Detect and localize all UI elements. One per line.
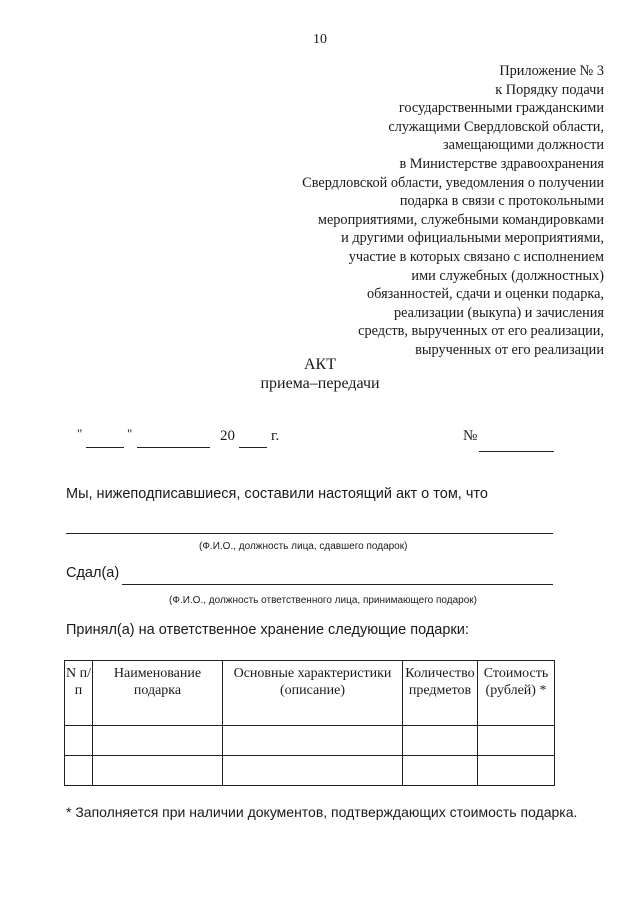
cell-characteristics[interactable]	[223, 756, 403, 786]
table-header-row	[65, 661, 555, 726]
appendix-line: служащими Свердловской области,	[388, 118, 604, 135]
appendix-line: государственными гражданскими	[398, 100, 604, 117]
appendix-line: Свердловской области, уведомления о получении	[302, 174, 604, 191]
act-title	[0, 355, 640, 393]
appendix-line: обязанностей, сдачи и оценки подарка,	[367, 286, 604, 303]
quote-open: "	[77, 426, 83, 441]
cell-quantity[interactable]	[403, 726, 478, 756]
table-row	[65, 726, 555, 756]
quote-close: "	[127, 426, 133, 441]
gifts-table	[64, 660, 555, 786]
year-suffix: г.	[271, 428, 280, 444]
header-characteristics: Основные характеристики (описание)	[223, 661, 403, 726]
footnote: * Заполняется при наличии документов, подтверждающих стоимость подарка.	[66, 804, 578, 820]
cell-characteristics[interactable]	[223, 726, 403, 756]
year-blank[interactable]	[239, 447, 267, 448]
cell-cost[interactable]	[478, 726, 555, 756]
header-name: Наименование подарка	[93, 661, 223, 726]
appendix-line: реализации (выкупа) и зачисления	[394, 304, 604, 321]
appendix-line: ими служебных (должностных)	[411, 267, 604, 284]
cell-number[interactable]	[65, 756, 93, 786]
cell-name[interactable]	[93, 726, 223, 756]
act-title-main: АКТ	[304, 356, 336, 373]
handed-label: Сдал(а)	[66, 565, 120, 581]
appendix-line: к Порядку подачи	[495, 81, 604, 98]
appendix-line: вырученных от его реализации	[415, 341, 604, 358]
giver-blank[interactable]	[66, 533, 553, 534]
appendix-line: замещающими должности	[442, 137, 604, 154]
appendix-line: средств, вырученных от его реализации,	[358, 323, 604, 340]
header-cost: Стоимость (рублей) *	[478, 661, 555, 726]
header-number: N п/п	[65, 661, 93, 726]
year-prefix: 20	[220, 428, 235, 444]
intro-text: Мы, нижеподписавшиеся, составили настоящий акт о том, что	[66, 486, 488, 502]
caption-giver: (Ф.И.О., должность лица, сдавшего подарок)	[199, 541, 408, 552]
page-number: 10	[313, 32, 327, 47]
month-blank[interactable]	[137, 447, 210, 448]
accepted-text: Принял(а) на ответственное хранение следующие подарки:	[66, 622, 469, 638]
cell-cost[interactable]	[478, 756, 555, 786]
appendix-header	[244, 62, 604, 360]
cell-number[interactable]	[65, 726, 93, 756]
appendix-line: Приложение № 3	[499, 63, 604, 79]
number-blank[interactable]	[479, 451, 554, 452]
header-quantity: Количество предметов	[403, 661, 478, 726]
appendix-line: и другими официальными мероприятиями,	[341, 230, 604, 247]
appendix-line: подарка в связи с протокольными	[399, 193, 604, 210]
appendix-line: участие в которых связано с исполнением	[348, 248, 604, 265]
receiver-blank[interactable]	[122, 584, 553, 585]
caption-receiver: (Ф.И.О., должность ответственного лица, принимающего подарок)	[169, 595, 477, 606]
cell-quantity[interactable]	[403, 756, 478, 786]
day-blank[interactable]	[86, 447, 124, 448]
appendix-line: мероприятиями, служебными командировками	[317, 211, 604, 228]
act-title-sub: приема–передачи	[260, 375, 380, 392]
number-label: №	[463, 428, 478, 444]
table-row	[65, 756, 555, 786]
appendix-line: в Министерстве здравоохранения	[399, 155, 604, 172]
cell-name[interactable]	[93, 756, 223, 786]
